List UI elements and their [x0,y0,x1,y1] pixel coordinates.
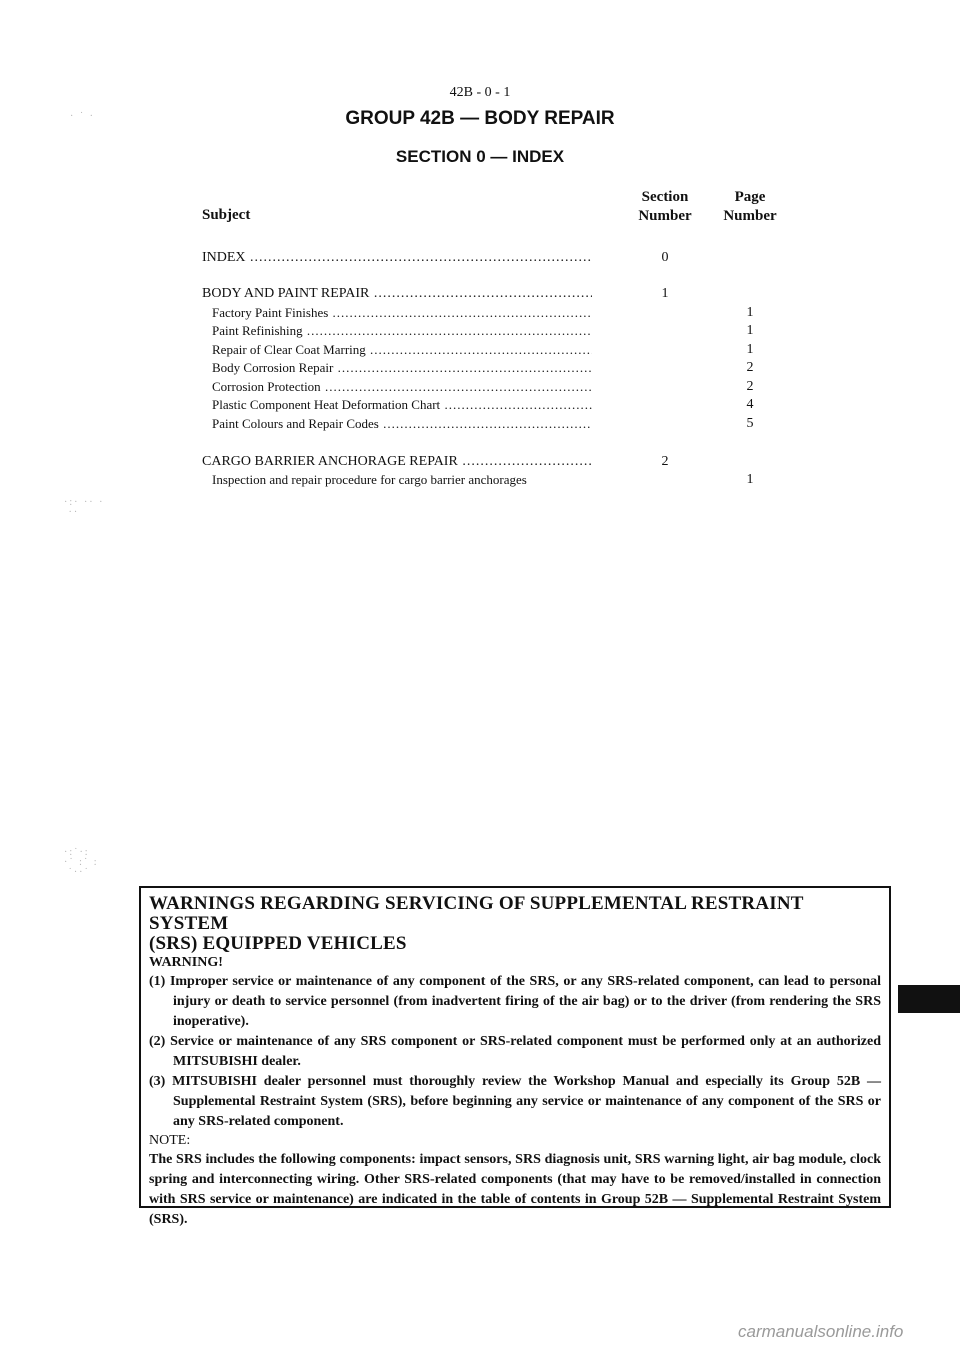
index-row-subject: INDEX ..... [202,250,592,266]
index-row [202,379,802,397]
warning-title-line2: (SRS) EQUIPPED VEHICLES [149,933,407,954]
note-text: The SRS includes the following components: impact sensors, SRS diagnosis unit, SRS warning light, air bag module, clock spring and interconnecting wiring. Other SRS-related components (that may have to be removed/installed in connection with SRS service or maintenance) are indicated in the table of contents in Group 52B — Supplemental Restraint System (SRS). [149,1152,881,1227]
index-row [202,250,802,268]
index-row-subject: Plastic Component Heat Deformation Chart ..... [212,397,592,413]
index-row [202,342,802,360]
index-row-subject: Corrosion Protection ..... [212,379,592,395]
column-header-section-text: Section Number [638,189,692,224]
footer-watermark: carmanualsonline.info [738,1322,904,1341]
index-row-subject: Paint Refinishing ..... [212,323,592,339]
speckle-left-2: ·:· ·· · ·· [64,497,105,518]
column-header-page-text: Page Number [723,189,777,224]
index-row-subject: Repair of Clear Coat Marring ..... [212,342,592,358]
group-title: GROUP 42B — BODY REPAIR [345,108,615,129]
index-row-page-number: 1 [746,342,754,357]
index-row [202,305,802,323]
index-row-section-number: 2 [661,454,669,469]
warning-box [139,886,891,1227]
index-row [202,472,802,490]
index-row-page-number: 2 [746,360,754,375]
speckle-left-1: · ˙ · [70,111,95,122]
index-row [202,454,802,472]
index-row [202,323,802,341]
page-number: 42B - 0 - 1 [449,85,511,100]
index-row-subject: Body Corrosion Repair ..... [212,360,592,376]
warning-item-1: (1) Improper service or maintenance of any component of the SRS, or any SRS-related component, can lead to personal injury or death to service personnel (from inadvertent firing of the air bag) or to the driver (from rendering the SRS inoperative). [149,974,881,1029]
index-row-subject: Paint Colours and Repair Codes ..... [212,416,592,432]
warning-label: WARNING! [149,955,223,970]
warning-item-3: (3) MITSUBISHI dealer personnel must thoroughly review the Workshop Manual and especially its Group 52B — Supplemental Restraint System (SRS), before beginning any service or maintenance of any component of the SRS or any SRS-related component. [149,1074,881,1129]
index-row [202,416,802,434]
column-header-subject: Subject [202,207,251,223]
index-row-subject: Inspection and repair procedure for cargo barrier anchorages [212,472,527,487]
index-row-subject: Factory Paint Finishes ..... [212,305,592,321]
section-side-tab [898,985,960,1013]
section-title: SECTION 0 — INDEX [395,147,565,166]
index-row [202,360,802,378]
index-row [202,286,802,304]
index-row-subject: BODY AND PAINT REPAIR ..... [202,286,592,302]
index-row-subject: CARGO BARRIER ANCHORAGE REPAIR ..... [202,454,592,470]
column-header-page [705,188,795,226]
warning-item-2: (2) Service or maintenance of any SRS component or SRS-related component must be performed only at an authorized MITSUBISHI dealer. [149,1034,881,1069]
warning-title-line1: WARNINGS REGARDING SERVICING OF SUPPLEMENTAL RESTRAINT SYSTEM [149,893,804,934]
index-row-page-number: 2 [746,379,754,394]
note-label: NOTE: [149,1133,191,1148]
index-row-page-number: 1 [746,305,754,320]
index-row-page-number: 1 [746,472,754,487]
warning-title [149,894,881,954]
index-row-page-number: 5 [746,416,754,431]
index-row-section-number: 0 [661,250,669,265]
index-row-section-number: 1 [661,286,669,301]
index-row-page-number: 4 [746,397,754,412]
index-row [202,397,802,415]
speckle-left-3: ·:˙·: ·˙ :˙ : ˙··˙ [64,847,99,878]
column-header-section [620,188,710,226]
index-row-page-number: 1 [746,323,754,338]
